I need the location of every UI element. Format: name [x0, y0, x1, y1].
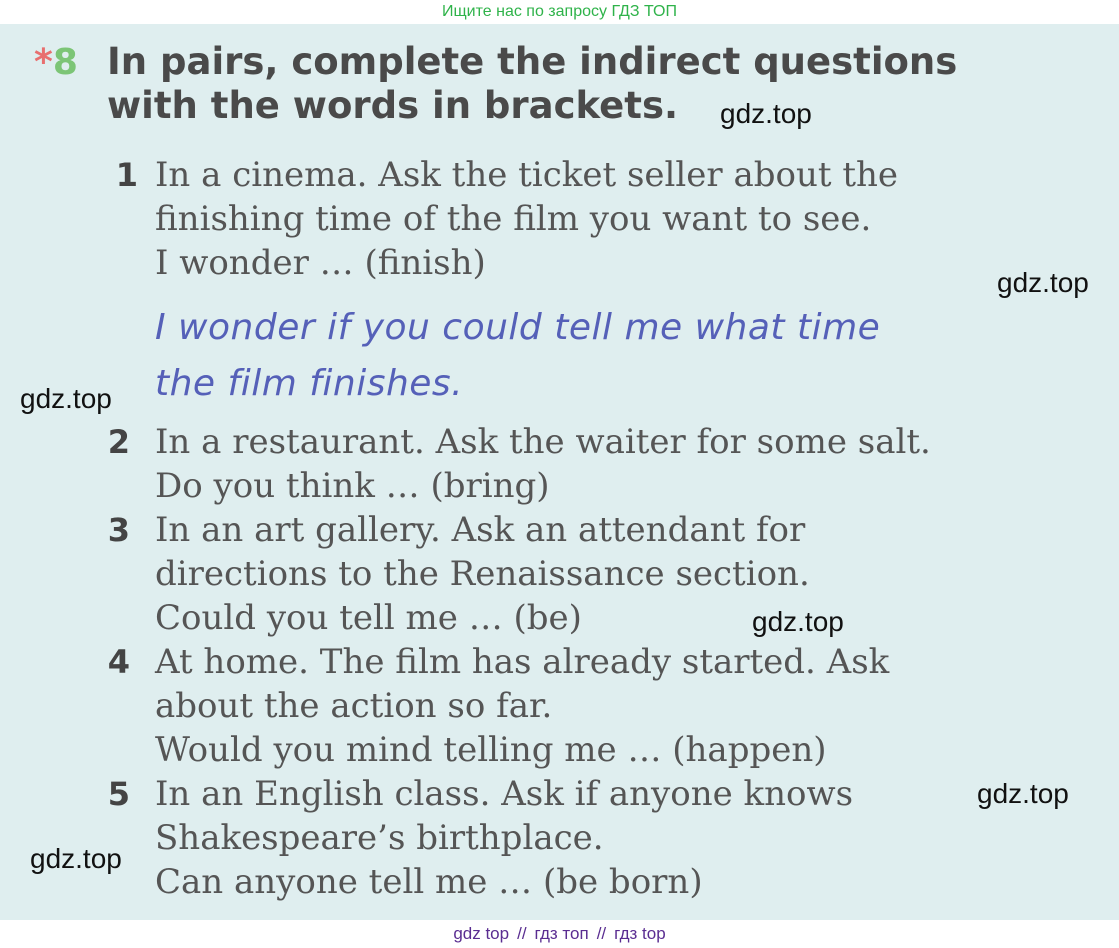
question-3-line-1: In an art gallery. Ask an attendant for	[155, 510, 806, 550]
watermark: gdz.top	[20, 383, 112, 414]
question-3-line-3: Could you tell me … (be)	[155, 598, 582, 638]
question-5-text	[155, 772, 1095, 904]
question-4-text	[155, 640, 1095, 772]
exercise-instruction: In pairs, complete the indirect questions with the words in brackets.	[107, 40, 958, 127]
question-5-number: 5	[107, 775, 130, 813]
question-2-line-2: Do you think … (bring)	[155, 466, 550, 506]
bottom-banner-part-2: гдз топ	[534, 924, 589, 943]
question-4-number: 4	[107, 643, 130, 681]
handwritten-answer-line-1: I wonder if you could tell me what time	[155, 307, 881, 348]
question-4-line-3: Would you mind telling me … (happen)	[155, 730, 827, 770]
bottom-banner-separator: //	[517, 924, 527, 943]
question-5-line-2: Shakespeare’s birthplace.	[155, 818, 604, 858]
question-1-text	[155, 153, 1095, 285]
exercise-marker	[34, 40, 78, 86]
watermark: gdz.top	[752, 606, 844, 637]
question-5-line-3: Can anyone tell me … (be born)	[155, 862, 703, 902]
question-1-line-1: In a cinema. Ask the ticket seller about the	[155, 155, 899, 195]
watermark: gdz.top	[997, 267, 1089, 298]
top-banner: Ищите нас по запросу ГДЗ ТОП	[442, 3, 677, 20]
question-4-line-1: At home. The film has already started. Ask	[155, 642, 890, 682]
question-2-text	[155, 420, 1095, 508]
bottom-banner-part-1: gdz top	[453, 924, 510, 943]
question-1-line-3: I wonder … (finish)	[155, 243, 486, 283]
question-3-line-2: directions to the Renaissance section.	[155, 554, 810, 594]
question-2-line-1: In a restaurant. Ask the waiter for some salt.	[155, 422, 931, 462]
question-5-line-1: In an English class. Ask if anyone knows	[155, 774, 854, 814]
watermark: gdz.top	[720, 98, 812, 129]
watermark: gdz.top	[30, 843, 122, 874]
bottom-banner-separator: //	[596, 924, 607, 943]
bottom-banner	[0, 920, 1119, 948]
handwritten-answer	[155, 300, 1055, 412]
bottom-banner-part-3: гдз top	[614, 924, 666, 943]
exercise-number: 8	[52, 42, 78, 83]
watermark: gdz.top	[977, 778, 1069, 809]
question-1-line-2: finishing time of the film you want to see.	[155, 199, 872, 239]
question-4-line-2: about the action so far.	[155, 686, 553, 726]
question-2-number: 2	[107, 423, 130, 461]
exercise-star: *	[34, 42, 53, 83]
question-1-number: 1	[115, 156, 138, 194]
question-3-text	[155, 508, 1095, 640]
handwritten-answer-line-2: the film finishes.	[155, 363, 464, 404]
question-3-number: 3	[107, 511, 130, 549]
